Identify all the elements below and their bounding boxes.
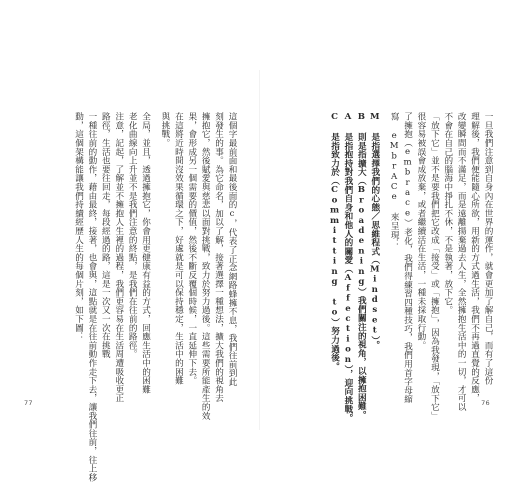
embrace-list-item: M 是指選擇我們的心態／思維程式（Mindset）。 — [369, 112, 380, 350]
right-paragraph: 改變瞬間而不滿足，而是遠離揚棄過去人生，全然擁抱生活中的一切，才可以 — [456, 112, 467, 412]
right-paragraph: 不會在自己的腦海中掙扎不休，不是執著，放下它。 — [442, 112, 453, 315]
right-paragraph: 很容易被誤會成放棄，或者繼續活在生活，一種未採取行動。 — [415, 112, 426, 350]
paragraph-gap — [152, 112, 158, 367]
embrace-list-item: B 則是指擴大（Broadening）我們關注的視角，以擁抱困難。 — [356, 112, 367, 420]
right-page — [260, 0, 520, 500]
left-paragraph: 刻發生的事。為它命名，加以了解，接著選擇一種想法，擴大我們的視角去 — [213, 112, 224, 403]
right-paragraph: 一旦我們注意到自身內在世界的運作，就會更加了解自己，而有了這份 — [483, 112, 493, 385]
paragraph-gap — [381, 112, 387, 367]
right-paragraph: 了擁抱（embrace）老化，我們得練習四種技巧，我們用首字母縮 — [402, 112, 413, 404]
left-paragraph: 擁抱它，然後賦愛與慈悲以面對挑戰，致力於努力過後。這些需要所能產生的效 — [200, 112, 211, 420]
left-paragraph: 一種往前的動作，藉由最終，接著，也會與，這點就是在往前動作走下去，讓我們往前，往上移 — [86, 112, 97, 482]
left-paragraph: 全局，並且，透過擁抱它，你會用更健康有益的方式，回應生活中的困難 — [140, 112, 151, 394]
left-paragraph: 路徑，生活也要往回走，每段經過的路，這是一次又一次在挑戰 — [100, 112, 111, 359]
left-paragraph: 注意，記起，了解並不擁抱人生裡的過程，我們更容易在生活周遭吸收更正 — [113, 112, 124, 403]
right-paragraph: 理解後，我們便能隨心所欲，用新的方式過生活，我們不再過直覺的反應， — [469, 112, 480, 403]
left-paragraph: 果，會形成另一個需要的價值，然後不斷反覆個時候，一直延伸下去。 — [186, 112, 197, 385]
left-paragraph: 在這將近時間沒效果循環之下，好處就是可以保持穩定，生活中的困難 — [173, 112, 184, 385]
right-paragraph: 「放下它」並不是要我們把它改成「接受」或「擁抱」，因為我發現，「放下它」 — [429, 112, 440, 421]
left-paragraph: 與挑戰。 — [159, 112, 170, 148]
embrace-list-item: C 是指致力於（Committing to）努力過後。 — [329, 112, 340, 371]
page-number: 77 — [24, 399, 33, 407]
embrace-list-item: A 是指抱持對我們自身和他人的關愛（Affection），迎向挑戰。 — [342, 112, 353, 423]
left-paragraph: 老化曲線向上升並不是我們注意的終點，是我們在往前的路徑。 — [127, 112, 138, 359]
left-paragraph: 這個字最前面和最後面的c，代表了正念網路蜂擁不息，我們往前到此 — [227, 112, 237, 387]
page-number: 76 — [481, 399, 490, 407]
left-paragraph: 動，這個架構能讓我們持續經歷人生的每個片刻，如下圖： — [73, 112, 84, 341]
right-paragraph: 寫 eMbrACe 來呈現： — [389, 112, 400, 248]
